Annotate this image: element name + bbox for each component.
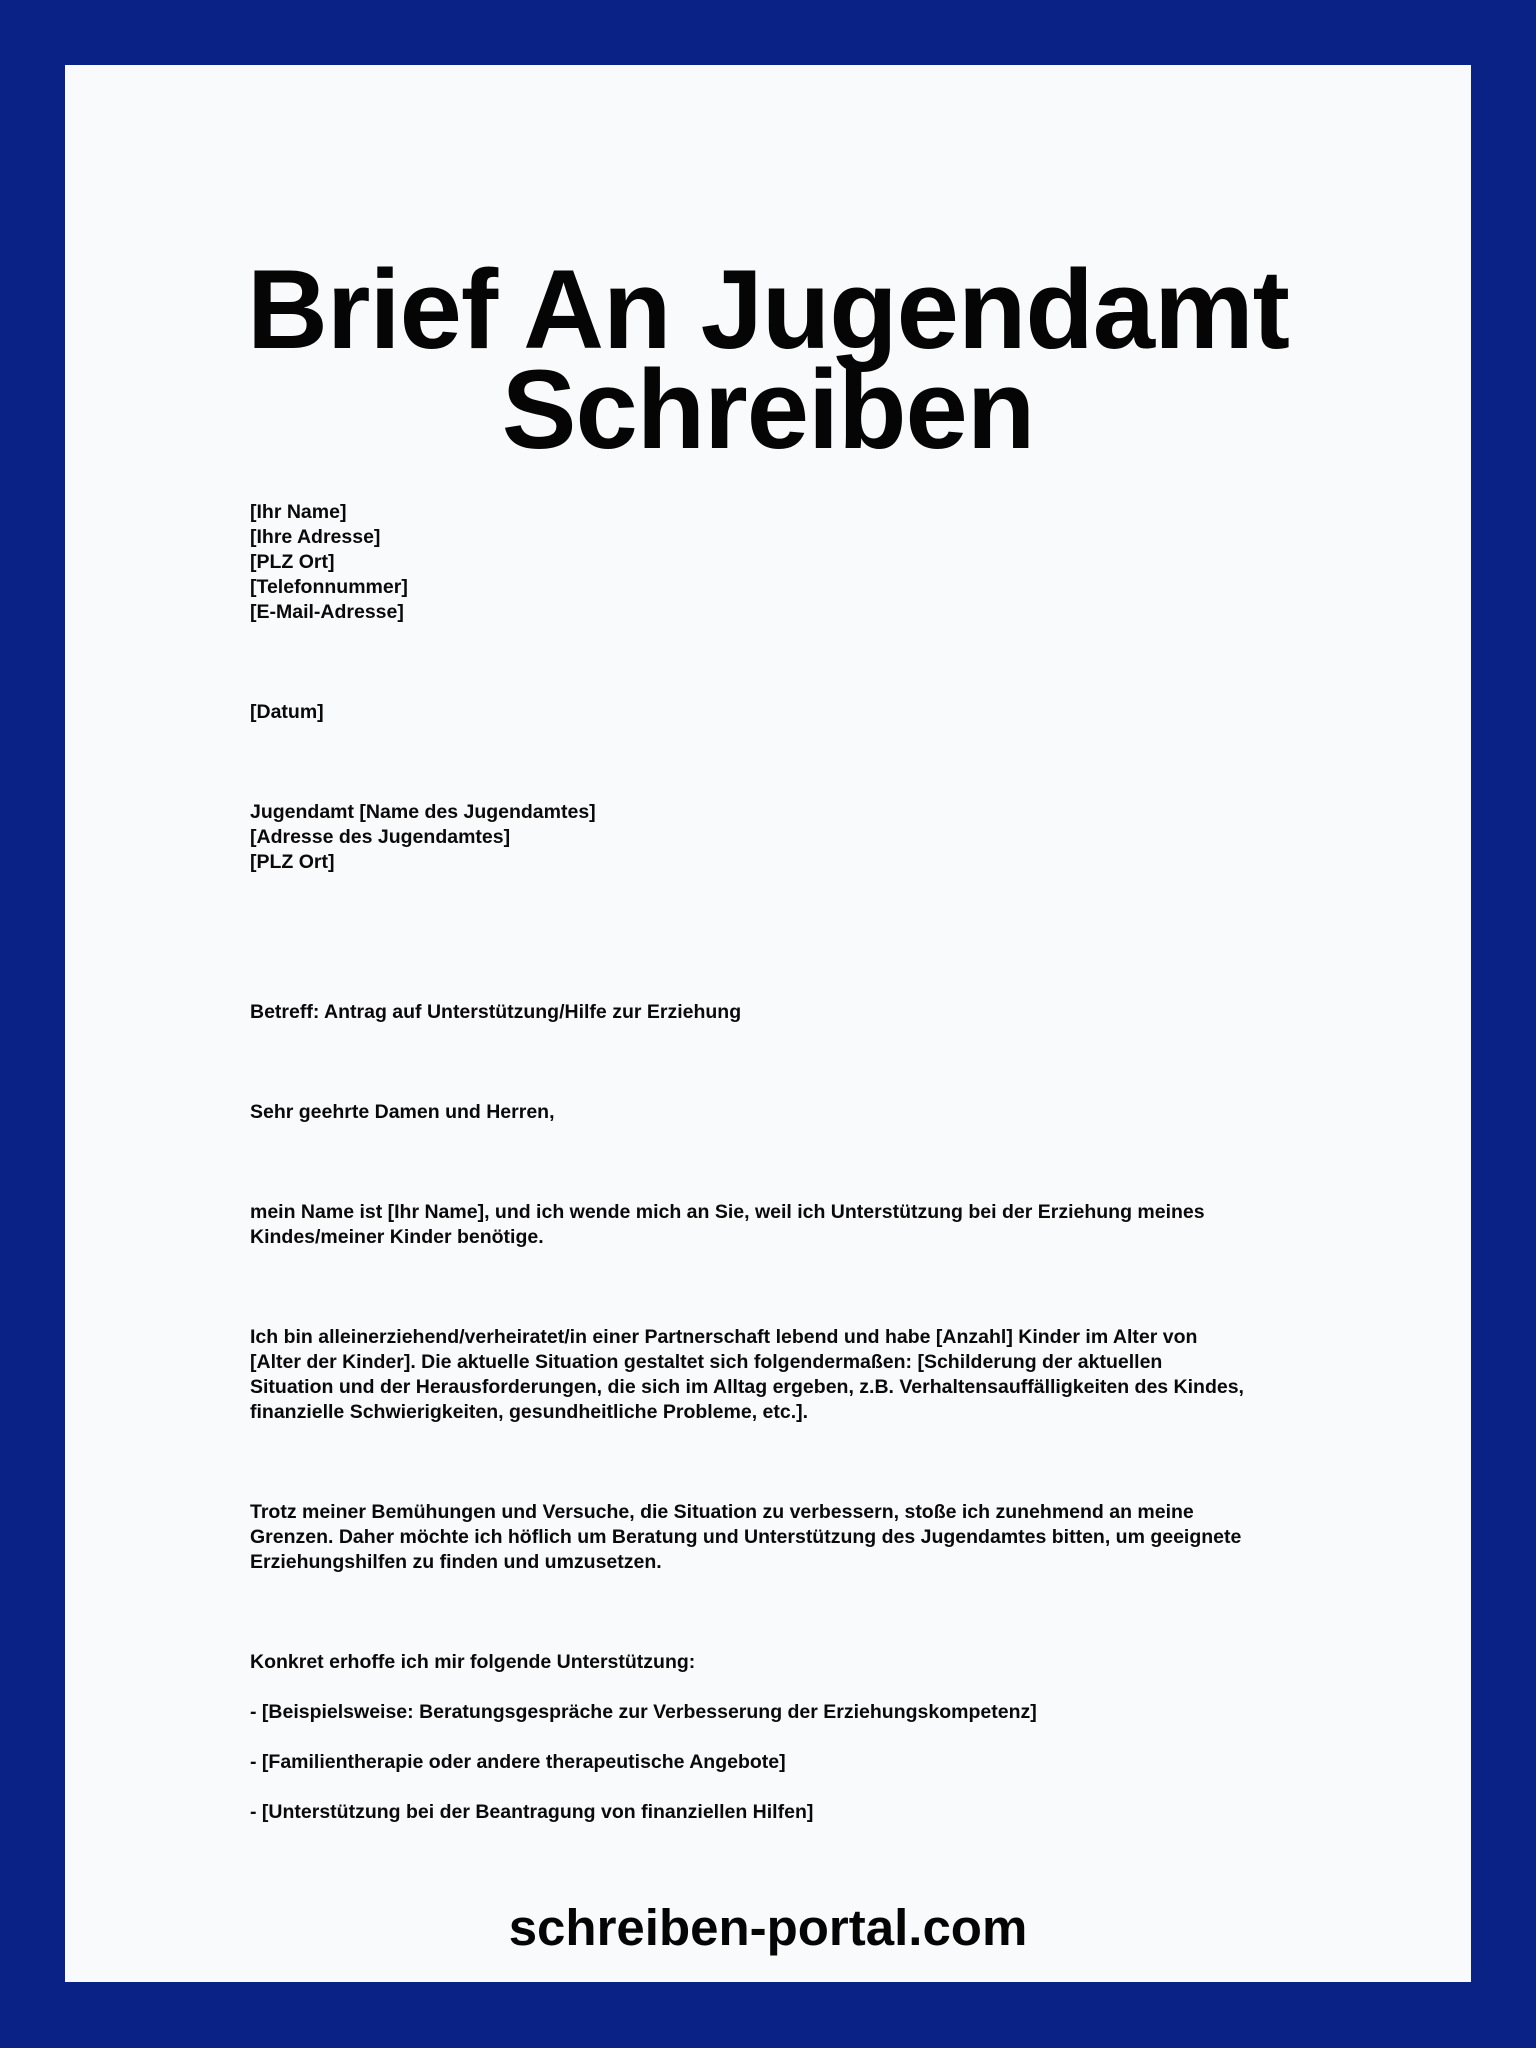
sender-city: [PLZ Ort] [250, 551, 335, 573]
recipient-address: [Adresse des Jugendamtes] [250, 826, 511, 848]
recipient-city: [PLZ Ort] [250, 851, 335, 873]
paragraph-line: Situation und der Herausforderungen, die sich im Alltag ergeben, z.B. Verhaltensauffälligkeiten des Kindes, [250, 1376, 1244, 1398]
sender-block [250, 500, 1350, 625]
paragraph-line: Kindes/meiner Kinder benötige. [250, 1226, 544, 1248]
support-item-text: - [Unterstützung bei der Beantragung von finanziellen Hilfen] [250, 1801, 814, 1823]
sender-phone: [Telefonnummer] [250, 576, 408, 598]
paragraph-line: mein Name ist [Ihr Name], und ich wende mich an Sie, weil ich Unterstützung bei der Erziehung meines [250, 1201, 1205, 1223]
support-intro [250, 1650, 1350, 1675]
support-item-text: - [Familientherapie oder andere therapeutische Angebote] [250, 1751, 786, 1773]
footer-site-name: schreiben-portal.com [508, 1899, 1028, 1956]
paragraph-line: [Alter der Kinder]. Die aktuelle Situation gestaltet sich folgendermaßen: [Schilderung der aktuellen [250, 1351, 1163, 1373]
paragraph-3 [250, 1500, 1350, 1575]
paragraph-1 [250, 1200, 1350, 1250]
title-line-2: Schreiben [501, 347, 1035, 472]
sender-address: [Ihre Adresse] [250, 526, 381, 548]
date-block [250, 700, 1350, 725]
paragraph-line: Erziehungshilfen zu finden und umzusetzen. [250, 1551, 662, 1573]
recipient-name: Jugendamt [Name des Jugendamtes] [250, 801, 596, 823]
paragraph-line: finanzielle Schwierigkeiten, gesundheitliche Probleme, etc.]. [250, 1401, 809, 1423]
paragraph-line: Ich bin alleinerziehend/verheiratet/in einer Partnerschaft lebend und habe [Anzahl] Kinder im Alter von [250, 1326, 1198, 1348]
subject-block [250, 1000, 1350, 1025]
recipient-block [250, 800, 1350, 875]
paragraph-2 [250, 1325, 1350, 1425]
title-line-1: Brief An Jugendamt [247, 247, 1289, 372]
sender-email: [E-Mail-Adresse] [250, 601, 404, 623]
sender-name: [Ihr Name] [250, 501, 347, 523]
letter-subject: Betreff: Antrag auf Unterstützung/Hilfe zur Erziehung [250, 1001, 742, 1023]
document-page [65, 65, 1471, 1982]
support-item [250, 1750, 1350, 1775]
letter-salutation: Sehr geehrte Damen und Herren, [250, 1101, 555, 1123]
support-item [250, 1800, 1350, 1825]
paragraph-line: Grenzen. Daher möchte ich höflich um Beratung und Unterstützung des Jugendamtes bitten, um geeignete [250, 1526, 1242, 1548]
salutation-block [250, 1100, 1350, 1125]
support-item [250, 1700, 1350, 1725]
letter-date: [Datum] [250, 701, 324, 723]
page-title [65, 247, 1471, 472]
support-item-text: - [Beispielsweise: Beratungsgespräche zur Verbesserung der Erziehungskompetenz] [250, 1701, 1037, 1723]
support-intro-text: Konkret erhoffe ich mir folgende Unterstützung: [250, 1651, 696, 1673]
paragraph-line: Trotz meiner Bemühungen und Versuche, die Situation zu verbessern, stoße ich zunehmend an meine [250, 1501, 1194, 1523]
